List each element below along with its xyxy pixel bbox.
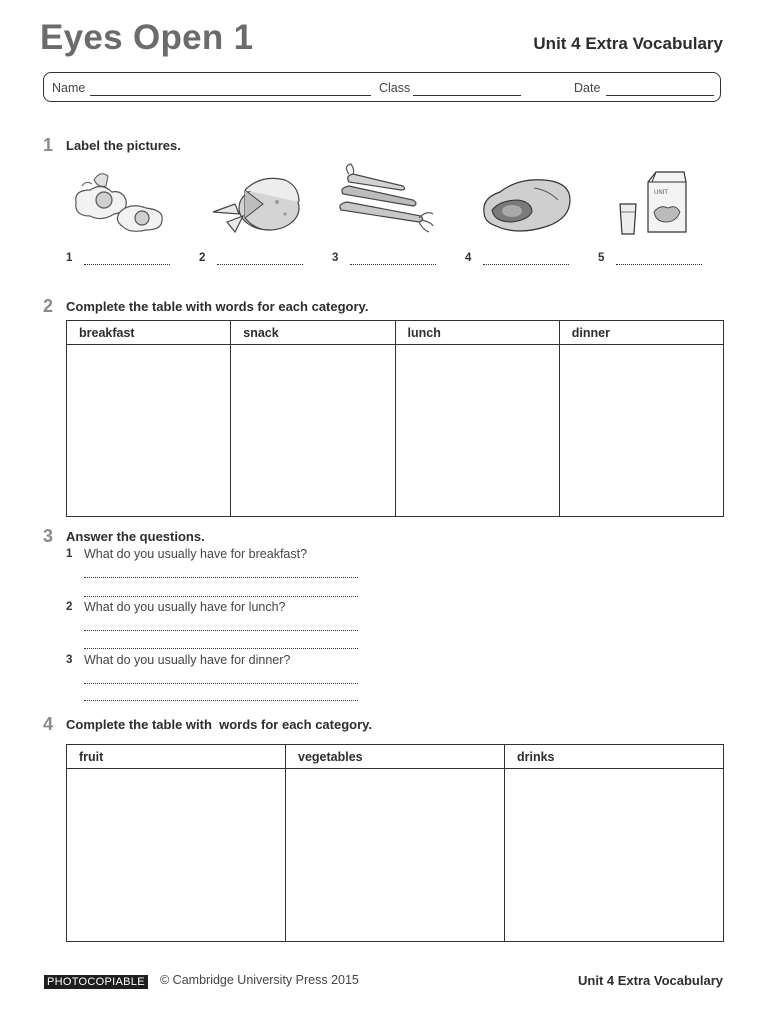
name-field[interactable] [90, 95, 371, 96]
meal-category-table [66, 320, 724, 517]
fried-eggs-icon [68, 160, 168, 242]
drinks-cell[interactable] [505, 769, 724, 942]
question-3-answer-line[interactable] [84, 683, 358, 684]
picture-1-answer[interactable] [84, 264, 170, 265]
exercise-2-number: 2 [43, 296, 54, 316]
column-vegetables: vegetables [286, 745, 505, 769]
question-3-text: What do you usually have for dinner? [84, 653, 291, 667]
exercise-1-title: Label the pictures. [66, 138, 181, 153]
footer-unit-title: Unit 4 Extra Vocabulary [578, 973, 723, 988]
column-fruit: fruit [67, 745, 286, 769]
exercise-3-number: 3 [43, 526, 54, 546]
question-2-number: 2 [66, 601, 73, 613]
class-field[interactable] [413, 95, 521, 96]
question-2-text: What do you usually have for lunch? [84, 600, 286, 614]
breakfast-cell[interactable] [67, 345, 231, 517]
photocopiable-badge: PHOTOCOPIABLE [44, 975, 148, 989]
picture-2-answer[interactable] [217, 264, 303, 265]
picture-3-number: 3 [332, 252, 339, 264]
food-category-table [66, 744, 724, 942]
picture-5-number: 5 [598, 252, 605, 264]
student-info-box [43, 72, 721, 102]
question-3-answer-line[interactable] [84, 700, 358, 701]
snack-cell[interactable] [231, 345, 395, 517]
class-label: Class [379, 81, 411, 95]
exercise-4-title: Complete the table with words for each category. [66, 717, 373, 732]
unit-title: Unit 4 Extra Vocabulary [533, 34, 723, 53]
column-snack: snack [231, 321, 395, 345]
exercise-4-number: 4 [43, 714, 54, 734]
exercise-2-title: Complete the table with words for each category. [66, 299, 369, 314]
column-breakfast: breakfast [67, 321, 231, 345]
date-label: Date [574, 81, 601, 95]
lunch-cell[interactable] [395, 345, 559, 517]
vegetables-cell[interactable] [286, 769, 505, 942]
picture-3-answer[interactable] [350, 264, 436, 265]
question-1-number: 1 [66, 548, 73, 560]
column-dinner: dinner [559, 321, 723, 345]
ham-icon [478, 160, 578, 242]
carrots-icon [335, 160, 435, 242]
date-field[interactable] [606, 95, 714, 96]
question-1-text: What do you usually have for breakfast? [84, 547, 308, 561]
picture-4-answer[interactable] [483, 264, 569, 265]
exercise-3-title: Answer the questions. [66, 529, 205, 544]
picture-5-answer[interactable] [616, 264, 702, 265]
milk-carton-icon [612, 160, 712, 242]
exercise-1-number: 1 [43, 135, 54, 155]
copyright-text: © Cambridge University Press 2015 [160, 973, 359, 987]
carton-label: UNIT [654, 190, 668, 196]
cheese-icon [205, 160, 305, 242]
question-2-answer-line[interactable] [84, 630, 358, 631]
dinner-cell[interactable] [559, 345, 723, 517]
fruit-cell[interactable] [67, 769, 286, 942]
picture-2-number: 2 [199, 252, 206, 264]
column-drinks: drinks [505, 745, 724, 769]
picture-1-number: 1 [66, 252, 73, 264]
question-2-answer-line[interactable] [84, 648, 358, 649]
question-1-answer-line[interactable] [84, 596, 358, 597]
picture-4-number: 4 [465, 252, 472, 264]
column-lunch: lunch [395, 321, 559, 345]
question-1-answer-line[interactable] [84, 577, 358, 578]
brand-title: Eyes Open 1 [40, 18, 254, 57]
name-label: Name [52, 81, 86, 95]
question-3-number: 3 [66, 654, 73, 666]
